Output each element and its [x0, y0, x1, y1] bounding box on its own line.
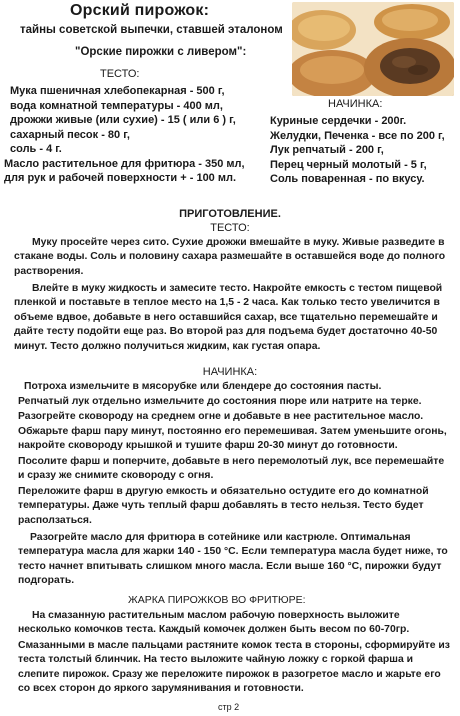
filling-paragraph: Посолите фарш и поперчите, добавьте в него перемолотый лук, все перемешайте и сразу же снимите сковороду с огня.	[18, 456, 445, 482]
filling-paragraph: Обжарьте фарш пару минут, постоянно его перемешивая. Затем уменьшите огонь, накройте сковороду крышкой и тушите фарш 20-30 минут до готовности.	[18, 426, 447, 452]
filling-paragraph: Разогрейте масло для фритюра в сотейнике или кастрюле. Оптимальная температура масла для жарки 140 - 150 °С. Если температура масла будет ниже, то тесто начнет впитывать слишком много масла. Если выше 160 °С, пирожки будут подгорать.	[18, 532, 448, 587]
page-title: Орский пирожок:	[70, 2, 210, 19]
page-subtitle: тайны советской выпечки, ставшей эталоном	[20, 24, 283, 36]
filling-paragraph: Репчатый лук отдельно измельчите до состояния пюре или натрите на терке.	[18, 396, 422, 407]
list-item: дрожжи живые (или сухие) - 15 ( или 6 ) г,	[10, 114, 236, 126]
recipe-name: "Орские пирожки с ливером":	[75, 46, 247, 58]
frying-paragraph: Смазанными в масле пальцами растяните комок теста в стороны, сформируйте из теста толстый блинчик. На тесто выложите чайную ложку с горкой фарша и слепите пирожок. Сразу же переложите пирожок в разогретое масло и жарьте его со всех сторон до яркого зарумянивания и готовности.	[18, 640, 450, 695]
pie-highlight	[300, 56, 364, 84]
frying-paragraph: На смазанную растительным маслом рабочую поверхность выложите несколько комочков теста. Каждый комочек должен быть весом по 60-70гр.	[18, 610, 410, 636]
pie-highlight	[382, 9, 438, 31]
list-item: Лук репчатый - 200 г,	[270, 144, 384, 156]
dough-section-heading: ТЕСТО:	[210, 222, 250, 234]
list-item: вода комнатной температуры - 400 мл,	[10, 99, 223, 112]
list-item: для рук и рабочей поверхности + - 100 мл.	[4, 172, 237, 184]
filling-paragraph: Потроха измельчите в мясорубке или блендере до состояния пасты.	[24, 381, 382, 392]
filling-paragraph: Переложите фарш в другую емкость и обязательно остудите его до комнатной температуры. Даже чуть теплый фарш добавлять в тесто нельзя. Тесто будет расползаться.	[18, 486, 429, 526]
list-item: соль - 4 г.	[10, 143, 62, 155]
frying-section-heading: ЖАРКА ПИРОЖКОВ ВО ФРИТЮРЕ:	[128, 594, 306, 606]
list-item: Желудки, Печенка - все по 200 г,	[270, 129, 445, 142]
preparation-heading: ПРИГОТОВЛЕНИЕ.	[179, 208, 281, 220]
dough-ingredients-list	[4, 84, 245, 186]
list-item: Перец черный молотый - 5 г,	[270, 158, 427, 171]
list-item: Масло растительное для фритюра - 350 мл,	[4, 157, 245, 170]
dough-paragraph: Муку просейте через сито. Сухие дрожжи вмешайте в муку. Живые разведите в стакане воды. Соль и половину сахара размешайте в оставшейся воде до полного растворения.	[14, 237, 446, 277]
filling-ingredients-list	[270, 114, 445, 187]
dough-ingredients-heading: ТЕСТО:	[100, 68, 140, 80]
list-item: сахарный песок - 80 г,	[10, 128, 130, 141]
list-item: Мука пшеничная хлебопекарная - 500 г,	[10, 85, 225, 97]
filling-ingredients-heading: НАЧИНКА:	[328, 98, 383, 110]
dough-paragraph: Влейте в муку жидкость и замесите тесто. Накройте емкость с тестом пищевой пленкой и поставьте в теплое место на 1,5 - 2 часа. Как только тесто увеличится в объеме вдвое, добавьте в него оставшийся сахар, все тщательно перемешайте и дайте тесту подойти еще раз. Во второй раз для подъема будет достаточно 40-50 минут. Тесто должно получиться жидким, как густая опара.	[14, 283, 443, 352]
list-item: Куриные сердечки - 200г.	[270, 115, 407, 127]
pie-highlight	[298, 15, 350, 41]
filling-paragraph: Разогрейте сковороду на среднем огне и добавьте в нее растительное масло.	[18, 411, 424, 422]
list-item: Соль поваренная - по вкусу.	[270, 173, 425, 185]
pies-illustration	[292, 2, 454, 96]
page-number: стр 2	[218, 702, 240, 712]
pies-photo	[292, 2, 454, 96]
filling-section-heading: НАЧИНКА:	[202, 366, 258, 378]
